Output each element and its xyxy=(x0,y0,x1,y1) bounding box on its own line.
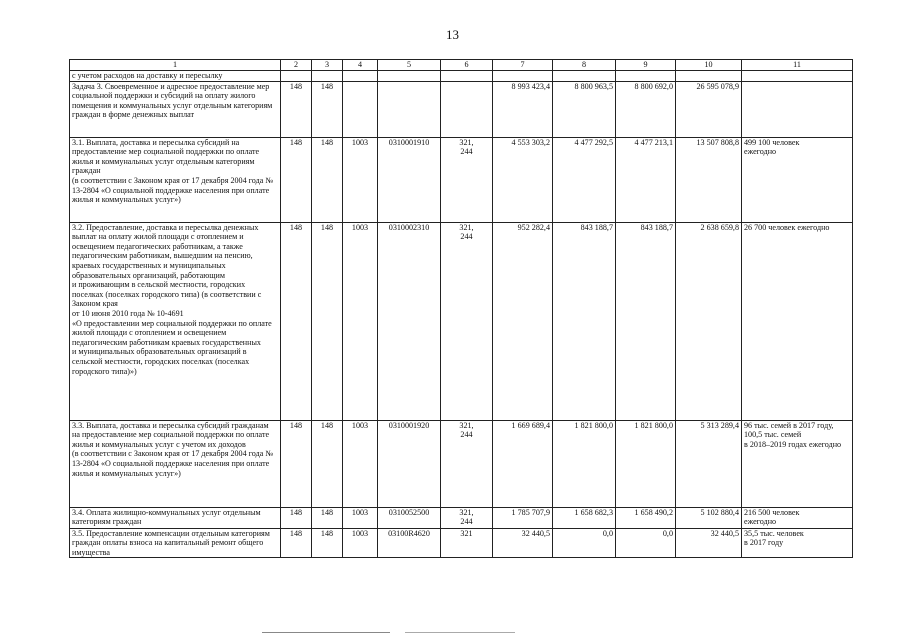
cell-amount-col7: 8 993 423,4 xyxy=(493,81,553,137)
cell-grbs-2: 148 xyxy=(312,81,343,137)
cell-total: 13 507 808,8 xyxy=(676,137,742,222)
cell-grbs-2: 148 xyxy=(312,507,343,528)
header-cell-7: 7 xyxy=(493,60,553,71)
cell-amount-col8: 1 821 800,0 xyxy=(553,420,616,507)
cell-section: 1003 xyxy=(343,528,378,558)
cell-result xyxy=(742,81,853,137)
table-row xyxy=(70,81,853,137)
cell-grbs-2: 148 xyxy=(312,420,343,507)
cell-amount-col7: 4 553 303,2 xyxy=(493,137,553,222)
cell-grbs-2: 148 xyxy=(312,222,343,420)
cell-amount-col8 xyxy=(553,71,616,82)
footer-rule-faint xyxy=(405,632,515,633)
cell-result: 216 500 человек ежегодно xyxy=(742,507,853,528)
cell-target-code: 0310052500 xyxy=(378,507,441,528)
cell-total xyxy=(676,71,742,82)
cell-target-code: 0310001920 xyxy=(378,420,441,507)
cell-total: 2 638 659,8 xyxy=(676,222,742,420)
cell-grbs: 148 xyxy=(281,420,312,507)
row-description: 3.1. Выплата, доставка и пересылка субсидий на предоставление мер социальной поддержки по оплате жилья и коммунальных услуг отдельным категориям граждан (в соответствии с Законом края от 17 декабря 2004 года № 13-2804 «О социальной поддержке населения при оплате жилья и коммунальных услуг») xyxy=(70,137,281,222)
cell-section: 1003 xyxy=(343,137,378,222)
row-description: 3.5. Предоставление компенсации отдельным категориям граждан оплаты взноса на капитальный ремонт общего имущества xyxy=(70,528,281,558)
cell-amount-col8: 0,0 xyxy=(553,528,616,558)
cell-amount-col9: 0,0 xyxy=(616,528,676,558)
cell-total: 5 102 880,4 xyxy=(676,507,742,528)
cell-amount-col9: 1 658 490,2 xyxy=(616,507,676,528)
cell-grbs: 148 xyxy=(281,81,312,137)
cell-total: 5 313 289,4 xyxy=(676,420,742,507)
cell-expense-type: 321 xyxy=(441,528,493,558)
table-row xyxy=(70,222,853,420)
cell-target-code: 0310001910 xyxy=(378,137,441,222)
table-row xyxy=(70,507,853,528)
header-cell-1: 1 xyxy=(70,60,281,71)
cell-expense-type: 321, 244 xyxy=(441,222,493,420)
cell-section: 1003 xyxy=(343,507,378,528)
table-row xyxy=(70,420,853,507)
cell-target-code: 03100R4620 xyxy=(378,528,441,558)
cell-grbs: 148 xyxy=(281,222,312,420)
cell-section: 1003 xyxy=(343,222,378,420)
row-description: 3.2. Предоставление, доставка и пересылка денежных выплат на оплату жилой площади с отоплением и освещением педагогических работникам, а также педагогическим работникам, вышедшим на пенсию, краевых государственных и муниципальных образовательных организаций, работающим и проживающим в сельской местности, городских поселках (поселках городского типа) (в соответствии с Законом края от 10 июня 2010 года № 10-4691 «О предоставлении мер социальной поддержки по оплате жилой площади с отоплением и освещением педагогическим работникам краевых государственных и муниципальных образовательных организаций в сельской местности, городских поселках (поселках городского типа)») xyxy=(70,222,281,420)
cell-expense-type: 321, 244 xyxy=(441,137,493,222)
table-row xyxy=(70,137,853,222)
cell-grbs-2: 148 xyxy=(312,137,343,222)
row-description: с учетом расходов на доставку и пересылку xyxy=(70,71,281,82)
cell-expense-type: 321, 244 xyxy=(441,420,493,507)
cell-section: 1003 xyxy=(343,420,378,507)
budget-table xyxy=(69,59,853,558)
header-cell-9: 9 xyxy=(616,60,676,71)
cell-amount-col7: 1 785 707,9 xyxy=(493,507,553,528)
cell-grbs xyxy=(281,71,312,82)
cell-target-code xyxy=(378,81,441,137)
row-description: 3.4. Оплата жилищно-коммунальных услуг отдельным категориям граждан xyxy=(70,507,281,528)
header-cell-3: 3 xyxy=(312,60,343,71)
cell-amount-col7: 1 669 689,4 xyxy=(493,420,553,507)
table-row xyxy=(70,528,853,558)
header-cell-8: 8 xyxy=(553,60,616,71)
table-row xyxy=(70,71,853,82)
cell-total: 32 440,5 xyxy=(676,528,742,558)
footer-rule xyxy=(262,632,390,633)
header-cell-2: 2 xyxy=(281,60,312,71)
cell-amount-col9: 1 821 800,0 xyxy=(616,420,676,507)
cell-target-code xyxy=(378,71,441,82)
cell-amount-col7: 952 282,4 xyxy=(493,222,553,420)
cell-result: 35,5 тыс. человек в 2017 году xyxy=(742,528,853,558)
cell-section xyxy=(343,81,378,137)
cell-total: 26 595 078,9 xyxy=(676,81,742,137)
row-description: Задача 3. Своевременное и адресное предоставление мер социальной поддержки и субсидий на оплату жилого помещения и коммунальных услуг отдельным категориям граждан в форме денежных выплат xyxy=(70,81,281,137)
cell-amount-col8: 1 658 682,3 xyxy=(553,507,616,528)
cell-amount-col8: 843 188,7 xyxy=(553,222,616,420)
cell-result: 26 700 человек ежегодно xyxy=(742,222,853,420)
page-number: 13 xyxy=(446,27,459,42)
cell-grbs-2: 148 xyxy=(312,528,343,558)
table-header-row xyxy=(70,60,853,71)
cell-amount-col8: 4 477 292,5 xyxy=(553,137,616,222)
header-cell-5: 5 xyxy=(378,60,441,71)
cell-result: 499 100 человек ежегодно xyxy=(742,137,853,222)
row-description: 3.3. Выплата, доставка и пересылка субсидий гражданам на предоставление мер социальной поддержки по оплате жилья и коммунальных услуг с учетом их доходов (в соответствии с Законом края от 17 декабря 2004 года № 13-2804 «О социальной поддержке населения при оплате жилья и коммунальных услуг») xyxy=(70,420,281,507)
cell-expense-type: 321, 244 xyxy=(441,507,493,528)
cell-amount-col9 xyxy=(616,71,676,82)
header-cell-4: 4 xyxy=(343,60,378,71)
cell-amount-col9: 843 188,7 xyxy=(616,222,676,420)
cell-grbs: 148 xyxy=(281,528,312,558)
cell-grbs: 148 xyxy=(281,137,312,222)
cell-grbs: 148 xyxy=(281,507,312,528)
cell-target-code: 0310002310 xyxy=(378,222,441,420)
cell-result xyxy=(742,71,853,82)
header-cell-6: 6 xyxy=(441,60,493,71)
cell-expense-type xyxy=(441,71,493,82)
cell-amount-col7 xyxy=(493,71,553,82)
header-cell-11: 11 xyxy=(742,60,853,71)
cell-amount-col9: 4 477 213,1 xyxy=(616,137,676,222)
cell-amount-col7: 32 440,5 xyxy=(493,528,553,558)
cell-amount-col8: 8 800 963,5 xyxy=(553,81,616,137)
cell-section xyxy=(343,71,378,82)
cell-amount-col9: 8 800 692,0 xyxy=(616,81,676,137)
cell-result: 96 тыс. семей в 2017 году, 100,5 тыс. семей в 2018–2019 годах ежегодно xyxy=(742,420,853,507)
cell-grbs-2 xyxy=(312,71,343,82)
header-cell-10: 10 xyxy=(676,60,742,71)
cell-expense-type xyxy=(441,81,493,137)
